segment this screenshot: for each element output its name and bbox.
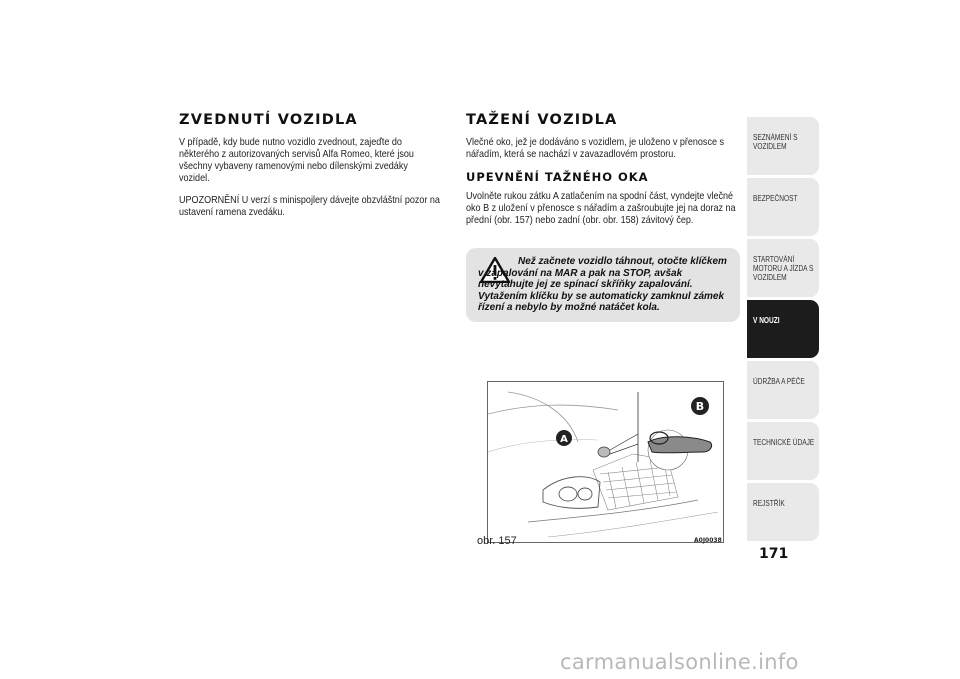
tab-maintenance[interactable] bbox=[747, 361, 819, 419]
tab-label: BEZPEČNOST bbox=[753, 194, 798, 203]
section-heading-towing: TAŽENÍ VOZIDLA bbox=[466, 112, 618, 128]
car-front-illustration bbox=[488, 382, 723, 542]
headlight bbox=[543, 477, 600, 509]
tab-label: TECHNICKÉ ÚDAJE bbox=[753, 438, 815, 447]
left-column bbox=[179, 112, 441, 228]
figure-tow-hook bbox=[487, 381, 724, 543]
cover-a bbox=[598, 447, 610, 457]
section-heading-lifting: ZVEDNUTÍ VOZIDLA bbox=[179, 112, 358, 128]
tab-starting[interactable] bbox=[747, 239, 819, 297]
lifting-warning-paragraph: UPOZORNĚNÍ U verzí s minispojlery dávejte obzvláštní pozor na ustavení ramena zvedáku. bbox=[179, 194, 440, 218]
tab-emergency[interactable] bbox=[747, 300, 819, 358]
tab-label: SEZNÁMENÍ S VOZIDLEM bbox=[753, 133, 798, 151]
warning-text: Než začnete vozidlo táhnout, otočte klíčkem v zapalování na MAR a pak na STOP, avšak nevytahujte jej ze spínací skříňky zapalování. Vytažením klíčku by se automaticky zamknul zámek řízení a nebylo by možné natáčet kola. bbox=[478, 256, 727, 313]
tab-index[interactable] bbox=[747, 483, 819, 541]
figure-code: A0J0038 bbox=[694, 537, 722, 544]
tab-label: REJSTŘÍK bbox=[753, 499, 785, 508]
towing-paragraph: Vlečné oko, jež je dodáváno s vozidlem, je uloženo v přenosce s nářadím, která se nachází v zavazadlovém prostoru. bbox=[466, 136, 725, 160]
tab-safety[interactable] bbox=[747, 178, 819, 236]
chapter-tabs bbox=[747, 117, 819, 544]
label-b: B bbox=[695, 400, 705, 413]
watermark: carmanualsonline.info bbox=[560, 650, 799, 674]
label-a: A bbox=[560, 434, 568, 445]
tab-technical[interactable] bbox=[747, 422, 819, 480]
tow-hook-b bbox=[648, 430, 712, 470]
tab-label: ÚDRŽBA A PÉČE bbox=[753, 377, 805, 386]
page-number: 171 bbox=[759, 546, 789, 562]
warning-box bbox=[466, 248, 740, 322]
tab-intro[interactable] bbox=[747, 117, 819, 175]
subheading-tow-hook: UPEVNĚNÍ TAŽNÉHO OKA bbox=[466, 170, 649, 184]
tab-label: V NOUZI bbox=[753, 316, 780, 325]
lifting-paragraph: V případě, kdy bude nutno vozidlo zvednout, zajeďte do některého z autorizovaných servisů Alfa Romeo, které jsou všechny vybaveny ramenovými nebo dílenskými zvedáky vozidel. bbox=[179, 136, 414, 184]
tab-label: STARTOVÁNÍ MOTORU A JÍZDA S VOZIDLEM bbox=[753, 255, 814, 282]
figure-caption: obr. 157 bbox=[477, 535, 517, 547]
tow-hook-paragraph: Uvolněte rukou zátku A zatlačením na spodní část, vyndejte vlečné oko B z uložení v přenosce s nářadím a zašroubujte jej na doraz na přední (obr. 157) nebo zadní (obr. obr. 158) závitový čep. bbox=[466, 190, 736, 226]
right-column bbox=[466, 112, 742, 236]
